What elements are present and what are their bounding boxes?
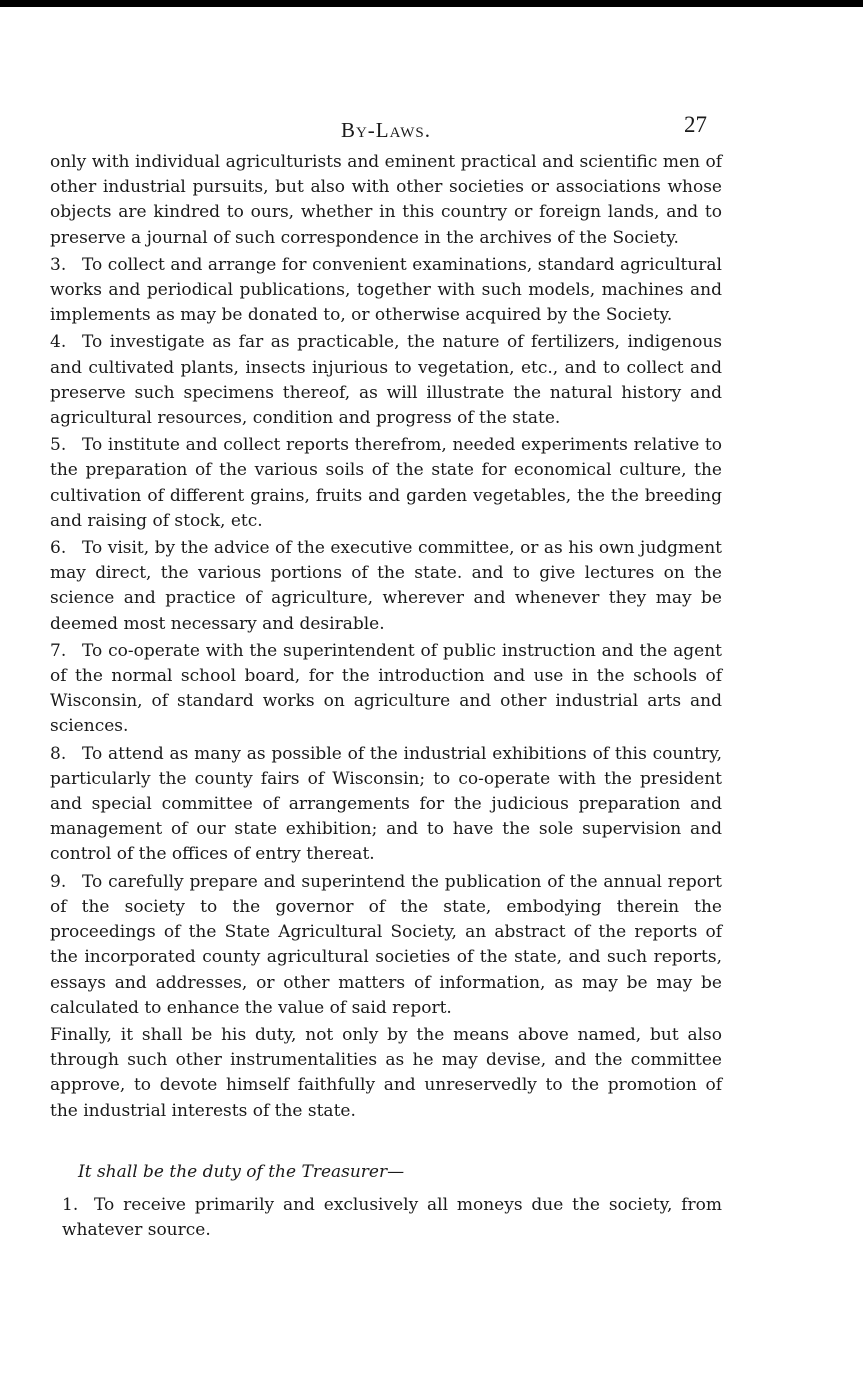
treasurer-heading: It shall be the duty of the Treasurer— bbox=[78, 1161, 405, 1182]
item-number: 7. bbox=[50, 640, 67, 661]
item-number: 8. bbox=[50, 743, 67, 764]
running-head bbox=[50, 112, 722, 146]
item-number: 5. bbox=[50, 435, 67, 456]
bylaw-item-3 bbox=[50, 253, 722, 329]
item-number: 3. bbox=[50, 254, 67, 275]
item-text: To receive primarily and exclusively all moneys due the society, from whatever source. bbox=[62, 1194, 722, 1240]
item-text: To visit, by the advice of the executive committee, or as his own judgment may direct, the various portions of the state. and to give lectures on the science and practice of agriculture, wherever and whenever they may be deemed most necessary and desirable. bbox=[50, 538, 722, 634]
item-text: To institute and collect reports therefrom, needed experiments relative to the preparation of the various soils of the state for economical culture, the cultivation of different grains, fruits and garden vegetables, the the breeding and raising of stock, etc. bbox=[50, 435, 722, 531]
bylaw-item-6 bbox=[50, 536, 722, 637]
body-text bbox=[50, 150, 722, 1243]
finally-paragraph: Finally, it shall be his duty, not only by the means above named, but also through such other instrumentalities as he may devise, and the committee approve, to devote himself faithfully and unreservedly to the promotion of the industrial interests of the state. bbox=[50, 1024, 722, 1121]
item-number: 9. bbox=[50, 871, 67, 892]
continuation-paragraph: only with individual agriculturists and eminent practical and scientific men of other industrial pursuits, but also with other societies or associations whose objects are kindred to ours, whether in this country or foreign lands, and to preserve a journal of such correspondence in the archives of the Society. bbox=[50, 152, 722, 248]
item-text: To collect and arrange for convenient examinations, standard agricultural works and periodical publications, together with such models, machines and implements as may be donated to, or otherwise acquired by the Society. bbox=[50, 254, 722, 326]
bylaw-item-9 bbox=[50, 870, 722, 1021]
bylaw-item-4 bbox=[50, 330, 722, 431]
book-page bbox=[50, 112, 722, 1245]
bylaw-item-7 bbox=[50, 639, 722, 740]
bylaw-item-8 bbox=[50, 742, 722, 868]
item-text: To carefully prepare and superintend the publication of the annual report of the society to the governor of the state, embodying therein the proceedings of the State Agricultural Society, an abstract of the reports of the incorporated county agricultural societies of the state, and such reports, essays and addresses, or other matters of information, as may be may be calculated to enhance the value of said report. bbox=[50, 871, 722, 1018]
treasurer-item-1 bbox=[62, 1193, 722, 1243]
bylaw-item-5 bbox=[50, 433, 722, 534]
page-number: 27 bbox=[684, 112, 707, 137]
item-text: To attend as many as possible of the industrial exhibitions of this country, particularly the county fairs of Wisconsin; to co-operate with the president and special committee of arrangements for the judicious preparation and management of our state exhibition; and to have the sole supervision and control of the offices of entry thereat. bbox=[50, 743, 722, 865]
item-text: To co-operate with the superintendent of public instruction and the agent of the normal school board, for the introduction and use in the schools of Wisconsin, of standard works on agriculture and other industrial arts and sciences. bbox=[50, 640, 722, 737]
item-number: 4. bbox=[50, 332, 67, 353]
item-number: 1. bbox=[62, 1194, 79, 1215]
item-text: To investigate as far as practicable, the nature of fertilizers, indigenous and cultivated plants, insects injurious to vegetation, etc., and to collect and preserve such specimens thereof, as will illustrate the natural history and agricultural resources, condition and progress of the state. bbox=[50, 332, 722, 429]
scan-top-border bbox=[0, 0, 863, 7]
running-title: By-Laws. bbox=[340, 118, 432, 142]
item-number: 6. bbox=[50, 538, 67, 559]
